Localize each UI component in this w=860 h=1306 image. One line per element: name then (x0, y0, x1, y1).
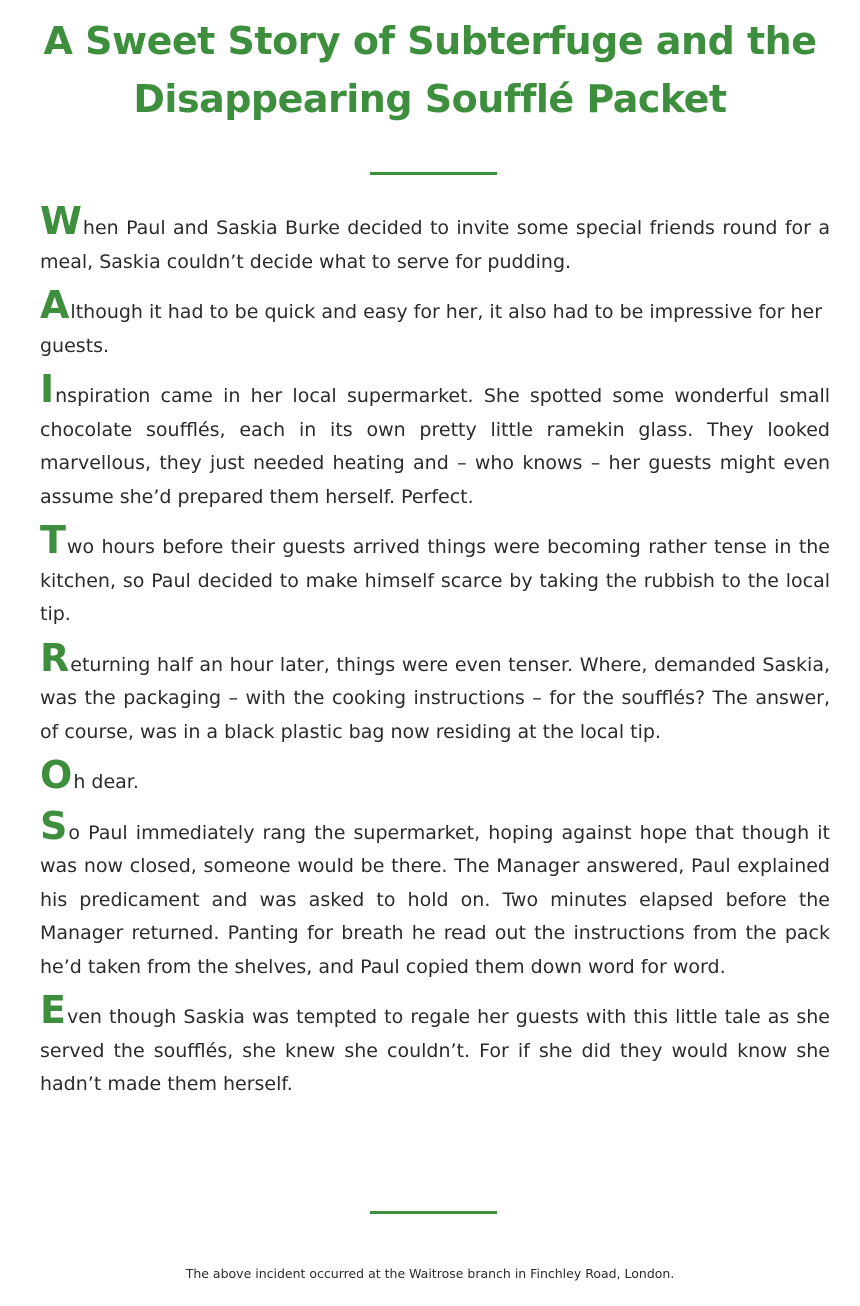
paragraph-text: h dear. (73, 771, 139, 793)
drop-cap: W (40, 199, 82, 243)
drop-cap: O (40, 753, 73, 797)
footnote: The above incident occurred at the Waitrose branch in Finchley Road, London. (185, 1266, 675, 1281)
paragraph-text: nspiration came in her local supermarket. She spotted some wonderful small chocolate soufflés, each in its own pretty little ramekin glass. They looked marvellous, they just needed heating and – who knows – her guests might even assume she’d prepared them herself. Perfect. (40, 385, 830, 508)
story-paragraph (40, 635, 830, 750)
drop-cap: S (40, 803, 68, 848)
paragraph-text: o Paul immediately rang the supermarket, hoping against hope that though it was now closed, someone would be there. The Manager answered, Paul explained his predicament and was asked to hold on. Two minutes elapsed before the Manager returned. Panting for breath he read out the instructions from the pack he’d taken from the shelves, and Paul copied them down word for word. (40, 821, 830, 978)
story-paragraph (40, 753, 830, 800)
story-body (40, 199, 830, 1119)
paragraph-text: hen Paul and Saskia Burke decided to invite some special friends round for a meal, Saskia couldn’t decide what to serve for pudding. (40, 217, 830, 273)
paragraph-text: wo hours before their guests arrived things were becoming rather tense in the kitchen, so Paul decided to make himself scarce by taking the rubbish to the local tip. (40, 536, 830, 625)
story-paragraph (40, 283, 830, 363)
paragraph-text: lthough it had to be quick and easy for her, it also had to be impressive for her guests. (40, 301, 823, 357)
drop-cap: A (40, 283, 70, 327)
drop-cap: I (40, 367, 55, 411)
story-paragraph (40, 803, 830, 985)
drop-cap: E (40, 988, 66, 1032)
drop-cap: T (40, 518, 66, 562)
drop-cap: R (40, 635, 70, 680)
paragraph-text: ven though Saskia was tempted to regale her guests with this little tale as she served the soufflés, she knew she couldn’t. For if she did they would know she hadn’t made them herself. (40, 1006, 830, 1095)
story-paragraph (40, 988, 830, 1102)
bottom-divider (370, 1211, 497, 1214)
page-title: A Sweet Story of Subterfuge and the Disappearing Soufflé Packet (43, 19, 817, 121)
top-divider (370, 172, 497, 175)
story-paragraph (40, 199, 830, 279)
paragraph-text: eturning half an hour later, things were even tenser. Where, demanded Saskia, was the packaging – with the cooking instructions – for the soufflés? The answer, of course, was in a black plastic bag now residing at the local tip. (40, 653, 830, 743)
story-paragraph (40, 367, 830, 514)
story-paragraph (40, 518, 830, 632)
